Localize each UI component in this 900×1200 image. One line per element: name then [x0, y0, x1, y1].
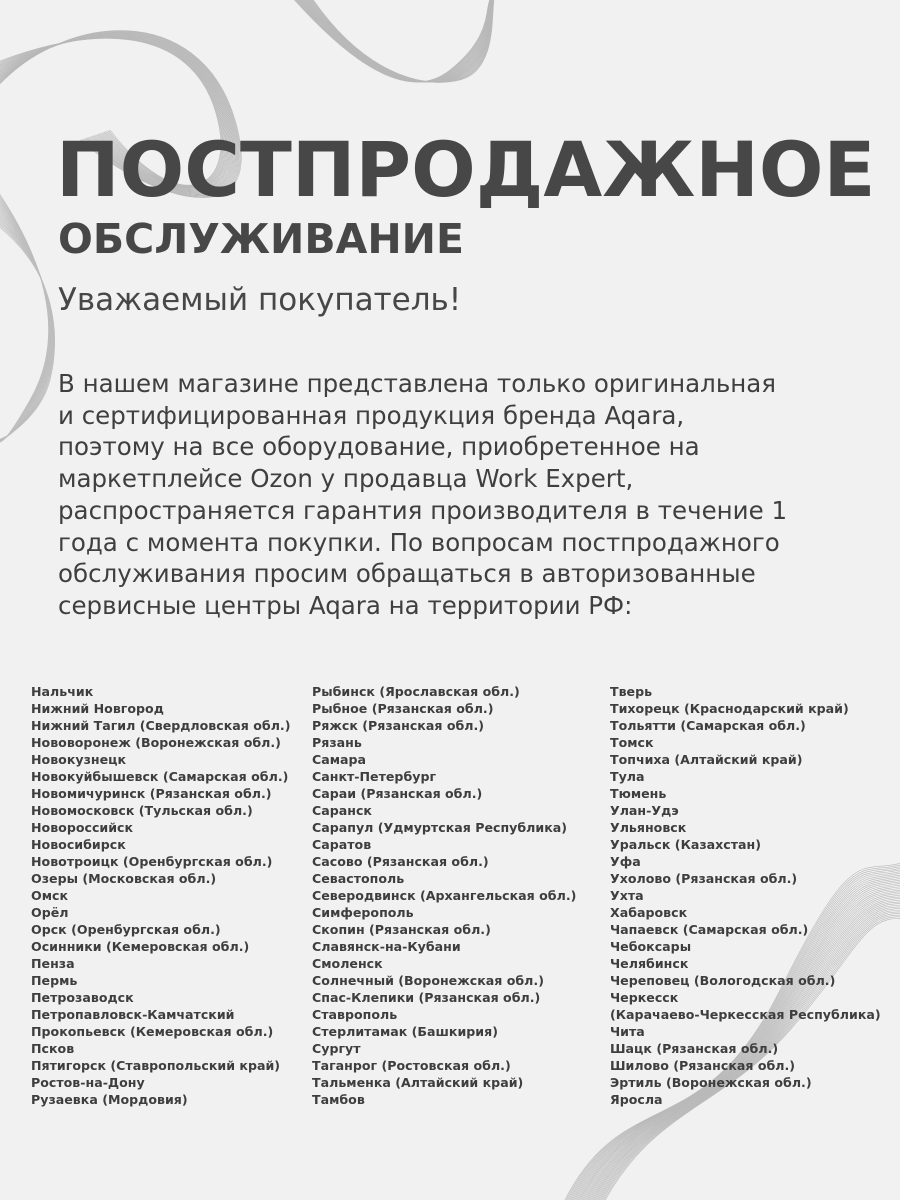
city-item: Северодвинск (Архангельская обл.) [312, 888, 577, 903]
city-item: Топчиха (Алтайский край) [610, 752, 803, 767]
city-item: Сасово (Рязанская обл.) [312, 854, 489, 869]
wave-line [0, 216, 54, 449]
city-item: Рыбное (Рязанская обл.) [312, 701, 494, 716]
city-item: Тула [610, 769, 645, 784]
intro-paragraph [58, 368, 858, 622]
wave-line [292, 0, 495, 82]
page-subtitle: ОБСЛУЖИВАНИЕ [58, 215, 464, 263]
city-item: Солнечный (Воронежская обл.) [312, 973, 544, 988]
wave-line [0, 214, 54, 448]
wave-line [0, 190, 50, 443]
city-item: Пенза [31, 956, 75, 971]
city-item: Сараи (Рязанская обл.) [312, 786, 483, 801]
city-item: Пермь [31, 973, 78, 988]
city-item: (Карачаево-Черкесская Республика) [610, 1007, 881, 1022]
city-item: Сургут [312, 1041, 361, 1056]
city-item: Рязань [312, 735, 362, 750]
wave-line [302, 0, 495, 82]
intro-line: обслуживания просим обращаться в авторизованные [58, 559, 756, 589]
city-item: Таганрог (Ростовская обл.) [312, 1058, 511, 1073]
city-item: Шилово (Рязанская обл.) [610, 1058, 796, 1073]
city-item: Рыбинск (Ярославская обл.) [312, 684, 520, 699]
wave-line [291, 0, 495, 82]
wave-line [294, 0, 495, 82]
city-item: Скопин (Рязанская обл.) [312, 922, 491, 937]
wave-line [0, 210, 53, 447]
city-item: Шацк (Рязанская обл.) [610, 1041, 779, 1056]
city-item: Стерлитамак (Башкирия) [312, 1024, 498, 1039]
city-item: Нальчик [31, 684, 94, 699]
city-item: Череповец (Вологодская обл.) [610, 973, 836, 988]
city-item: Петрозаводск [31, 990, 134, 1005]
city-list-column-2 [312, 683, 576, 1108]
city-item: Славянск-на-Кубани [312, 939, 461, 954]
city-item: Тальменка (Алтайский край) [312, 1075, 524, 1090]
wave-line [297, 0, 495, 82]
intro-line: сервисные центры Aqara на территории РФ: [58, 590, 633, 620]
wave-line [309, 0, 495, 82]
city-item: Санкт-Петербург [312, 769, 437, 784]
city-item: Озеры (Московская обл.) [31, 871, 217, 886]
city-item: Тольятти (Самарская обл.) [610, 718, 806, 733]
city-item: Тихорецк (Краснодарский край) [610, 701, 849, 716]
wave-line [0, 182, 49, 442]
city-item: Смоленск [312, 956, 383, 971]
city-item: Осинники (Кемеровская обл.) [31, 939, 250, 954]
wave-line [307, 0, 495, 82]
wave-line [0, 209, 53, 448]
city-item: Прокопьевск (Кемеровская обл.) [31, 1024, 274, 1039]
city-item: Новомосковск (Тульская обл.) [31, 803, 253, 818]
city-item: Челябинск [610, 956, 689, 971]
wave-line [0, 201, 52, 445]
intro-line: и сертифицированная продукция бренда Aqara, [58, 400, 685, 430]
city-item: Улан-Удэ [610, 803, 679, 818]
city-item: Черкесск [610, 990, 679, 1005]
city-item: Ряжск (Рязанская обл.) [312, 718, 485, 733]
city-item: Саранск [312, 803, 372, 818]
city-item: Орёл [31, 905, 69, 920]
city-item: Новотроицк (Оренбургская обл.) [31, 854, 273, 869]
wave-line [310, 0, 495, 82]
wave-line [300, 0, 495, 82]
city-item: Чита [610, 1024, 645, 1039]
wave-line [0, 199, 51, 445]
intro-line: года с момента покупки. По вопросам постпродажного [58, 527, 780, 557]
wave-line [306, 0, 495, 82]
wave-line [298, 0, 495, 82]
city-item: Ульяновск [610, 820, 687, 835]
wave-line [293, 0, 495, 82]
city-item: Чебоксары [610, 939, 692, 954]
wave-line [0, 186, 49, 442]
wave-line [0, 191, 50, 442]
wave-line [0, 207, 53, 447]
city-item: Новосибирск [31, 837, 126, 852]
city-item: Томск [610, 735, 654, 750]
city-item: Ставрополь [312, 1007, 398, 1022]
city-item: Псков [31, 1041, 75, 1056]
wave-line [0, 220, 55, 450]
wave-line [0, 197, 51, 444]
city-item: Сарапул (Удмуртская Республика) [312, 820, 567, 835]
wave-line [290, 0, 495, 82]
wave-line [296, 0, 495, 82]
intro-line: В нашем магазине представлена только оригинальная [58, 369, 777, 398]
city-item: Нижний Новгород [31, 701, 164, 716]
city-item: Пятигорск (Ставропольский край) [31, 1058, 281, 1073]
intro-line: распространяется гарантия производителя в течение 1 [58, 495, 788, 525]
city-item: Хабаровск [610, 905, 688, 920]
wave-line [0, 193, 51, 443]
wave-line [309, 0, 495, 82]
wave-line [298, 0, 495, 82]
city-item: Орск (Оренбургская обл.) [31, 922, 221, 937]
city-item: Саратов [312, 837, 372, 852]
wave-line [304, 0, 495, 82]
city-item: Новороссийск [31, 820, 134, 835]
city-item: Нижний Тагил (Свердловская обл.) [31, 718, 291, 733]
intro-line: маркетплейсе Ozon у продавца Work Expert, [58, 464, 634, 494]
wave-line [0, 180, 49, 443]
wave-line [301, 0, 495, 82]
city-item: Новокузнецк [31, 752, 127, 767]
city-item: Нововоронеж (Воронежская обл.) [31, 735, 281, 750]
city-item: Уфа [610, 854, 641, 869]
wave-line [0, 195, 51, 444]
wave-line [307, 0, 495, 82]
city-item: Тюмень [610, 786, 667, 801]
wave-line [305, 0, 495, 82]
city-item: Спас-Клепики (Рязанская обл.) [312, 990, 541, 1005]
wave-line [0, 218, 54, 449]
page-title: ПОСТПРОДАЖНОЕ [56, 125, 876, 214]
wave-line [296, 0, 495, 82]
wave-line [308, 0, 495, 82]
wave-line [0, 184, 49, 441]
city-item: Тверь [610, 684, 653, 699]
wave-line [0, 212, 54, 448]
city-item: Ухолово (Рязанская обл.) [610, 871, 798, 886]
intro-line: поэтому на все оборудование, приобретенное на [58, 432, 700, 462]
city-item: Ростов-на-Дону [31, 1075, 145, 1090]
city-item: Эртиль (Воронежская обл.) [610, 1075, 812, 1090]
wave-line [295, 0, 495, 82]
wave-line [300, 0, 495, 82]
city-item: Рузаевка (Мордовия) [31, 1092, 188, 1107]
greeting-text: Уважаемый покупатель! [58, 282, 462, 318]
wave-line [302, 0, 495, 82]
wave-line [304, 0, 495, 82]
city-item: Севастополь [312, 871, 405, 886]
city-list-column-3 [610, 683, 881, 1108]
wave-line [291, 0, 495, 82]
city-item: Самара [312, 752, 367, 767]
wave-line [0, 188, 50, 442]
city-item: Ухта [610, 888, 644, 903]
city-item: Омск [31, 888, 69, 903]
city-item: Тамбов [312, 1092, 365, 1107]
city-item: Уральск (Казахстан) [610, 837, 762, 852]
city-item: Яросла [610, 1092, 663, 1107]
wave-line [0, 203, 52, 446]
city-item: Новомичуринск (Рязанская обл.) [31, 786, 272, 801]
wave-line [303, 0, 495, 82]
wave-line [293, 0, 495, 82]
city-item: Новокуйбышевск (Самарская обл.) [31, 769, 289, 784]
wave-line [0, 205, 52, 446]
city-item: Симферополь [312, 905, 414, 920]
city-item: Петропавловск-Камчатский [31, 1007, 235, 1022]
wave-line [299, 0, 495, 82]
city-item: Чапаевск (Самарская обл.) [610, 922, 809, 937]
city-list-column-1 [31, 683, 290, 1108]
